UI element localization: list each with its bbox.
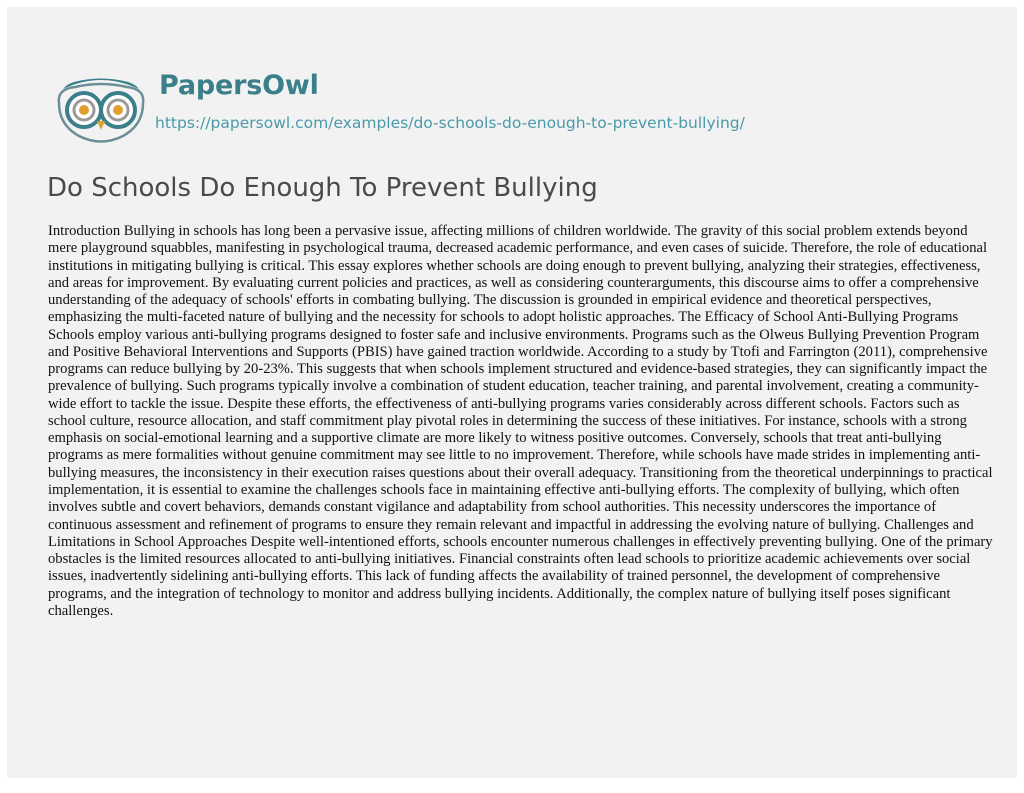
brand-name: PapersOwl [159,70,319,101]
source-url-link[interactable]: https://papersowl.com/examples/do-schools-do-enough-to-prevent-bullying/ [155,114,745,132]
essay-page [7,7,1017,778]
essay-body: Introduction Bullying in schools has long been a pervasive issue, affecting millions of children worldwide. The gravity of this social problem extends beyond mere playground squabbles, manifesting in psychological trauma, decreased academic performance, and even cases of suicide. Therefore, the role of educational institutions in mitigating bullying is critical. This essay explores whether schools are doing enough to prevent bullying, analyzing their strategies, effectiveness, and areas for improvement. By evaluating current policies and practices, as well as considering counterarguments, this discourse aims to offer a comprehensive understanding of the adequacy of schools' efforts in combating bullying. The discussion is grounded in empirical evidence and theoretical perspectives, emphasizing the multi-faceted nature of bullying and the necessity for schools to adopt holistic approaches. The Efficacy of School Anti-Bullying Programs Schools employ various anti-bullying programs designed to foster safe and inclusive environments. Programs such as the Olweus Bullying Prevention Program and Positive Behavioral Interventions and Supports (PBIS) have gained traction worldwide. According to a study by Ttofi and Farrington (2011), comprehensive programs can reduce bullying by 20-23%. This suggests that when schools implement structured and evidence-based strategies, they can significantly impact the prevalence of bullying. Such programs typically involve a combination of student education, teacher training, and parental involvement, creating a community-wide effort to tackle the issue. Despite these efforts, the effectiveness of anti-bullying programs varies considerably across different schools. Factors such as school culture, resource allocation, and staff commitment play pivotal roles in determining the success of these initiatives. For instance, schools with a strong emphasis on social-emotional learning and a supportive climate are more likely to witness positive outcomes. Conversely, schools that treat anti-bullying programs as mere formalities without genuine commitment may see little to no improvement. Therefore, while schools have made strides in implementing anti-bullying measures, the inconsistency in their execution raises questions about their overall adequacy. Transitioning from the theoretical underpinnings to practical implementation, it is essential to examine the challenges schools face in maintaining effective anti-bullying efforts. The complexity of bullying, which often involves subtle and covert behaviors, demands constant vigilance and adaptability from school authorities. This necessity underscores the importance of continuous assessment and refinement of programs to ensure they remain relevant and impactful in addressing the evolving nature of bullying. Challenges and Limitations in School Approaches Despite well-intentioned efforts, schools encounter numerous challenges in effectively preventing bullying. One of the primary obstacles is the limited resources allocated to anti-bullying initiatives. Financial constraints often lead schools to prioritize academic achievements over social issues, inadvertently sidelining anti-bullying efforts. This lack of funding affects the availability of trained personnel, the development of comprehensive programs, and the integration of technology to monitor and address bullying incidents. Additionally, the complex nature of bullying itself poses significant challenges. [48,223,993,619]
owl-logo-icon [53,73,149,145]
essay-title: Do Schools Do Enough To Prevent Bullying [47,173,598,203]
